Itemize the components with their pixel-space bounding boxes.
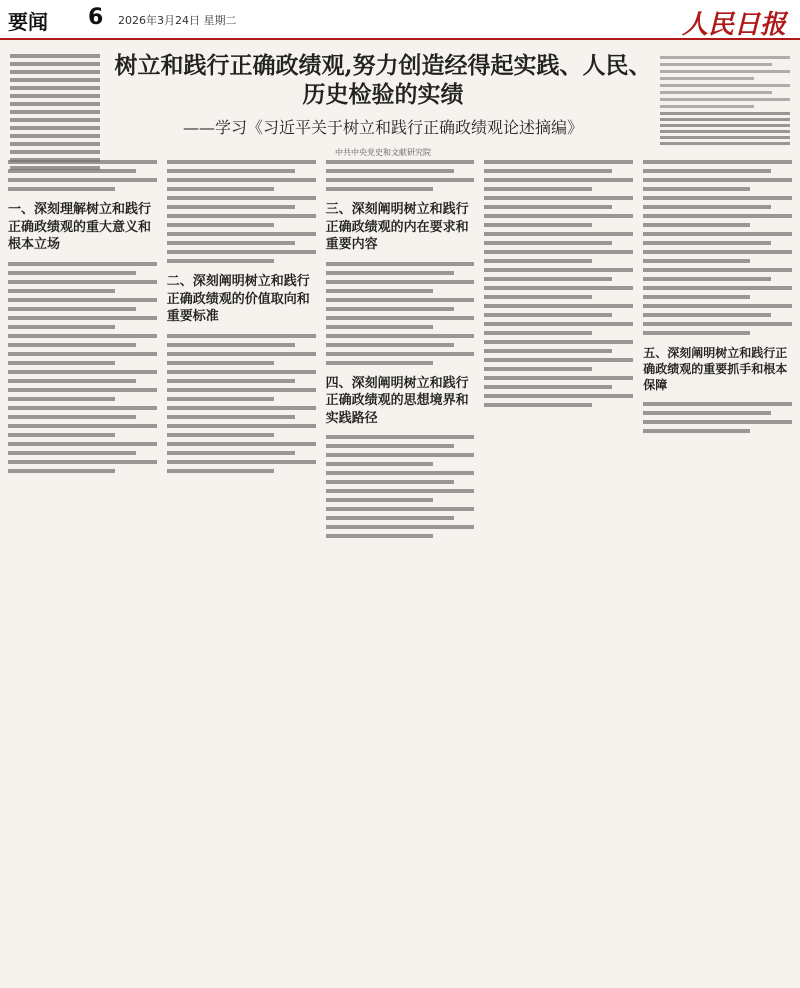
text-line	[167, 169, 295, 173]
text-line	[8, 460, 157, 464]
text-line	[8, 325, 115, 329]
text-line	[167, 361, 274, 365]
text-line	[484, 349, 612, 353]
text-line	[643, 259, 750, 263]
text-line	[326, 280, 475, 284]
text-line	[643, 250, 792, 254]
text-line	[643, 214, 792, 218]
text-line	[643, 429, 750, 433]
text-line	[167, 187, 274, 191]
text-line	[8, 388, 157, 392]
text-line	[326, 453, 475, 457]
text-line	[167, 352, 316, 356]
text-line	[8, 316, 157, 320]
text-line	[484, 259, 591, 263]
column-2	[167, 155, 316, 980]
text-line	[167, 232, 316, 236]
text-line	[167, 334, 316, 338]
text-line	[167, 223, 274, 227]
text-line	[326, 298, 475, 302]
text-line	[167, 451, 295, 455]
text-line	[643, 241, 771, 245]
text-line	[167, 214, 316, 218]
text-line	[643, 205, 771, 209]
text-line	[167, 388, 316, 392]
section-heading: 二、深刻阐明树立和践行正确政绩观的价值取向和重要标准	[166, 274, 310, 325]
subheadline: ——学习《习近平关于树立和践行正确政绩观论述摘编》	[182, 117, 583, 137]
text-line	[484, 394, 633, 398]
text-line	[326, 498, 433, 502]
text-line	[643, 160, 792, 164]
masthead	[0, 0, 800, 40]
text-line	[326, 435, 475, 439]
main-headline: 树立和践行正确政绩观,努力创造经得起实践、人民、历史检验的实绩	[114, 52, 652, 108]
text-line	[326, 316, 475, 320]
text-line	[167, 205, 295, 209]
text-line	[484, 160, 633, 164]
text-line	[660, 84, 790, 87]
text-line	[643, 277, 771, 281]
text-line	[484, 376, 633, 380]
text-line	[326, 534, 433, 538]
text-line	[484, 241, 612, 245]
text-line	[484, 223, 591, 227]
text-line	[167, 442, 316, 446]
text-line	[484, 178, 633, 182]
section-heading: 五、深刻阐明树立和践行正确政绩观的重要抓手和根本保障	[643, 346, 788, 393]
lead-text-line	[10, 102, 100, 106]
text-line	[484, 304, 633, 308]
text-line	[643, 420, 792, 424]
text-line	[8, 271, 136, 275]
text-line	[484, 169, 612, 173]
text-line	[484, 268, 633, 272]
page-number: 6	[88, 5, 104, 30]
text-line	[326, 187, 433, 191]
text-line	[8, 187, 115, 191]
text-line	[326, 352, 475, 356]
text-line	[8, 451, 136, 455]
text-line	[484, 232, 633, 236]
text-line	[484, 277, 612, 281]
text-line	[484, 250, 633, 254]
text-line	[326, 325, 433, 329]
text-line	[326, 343, 454, 347]
text-line	[643, 169, 771, 173]
text-line	[8, 415, 136, 419]
lead-text-line	[10, 78, 100, 82]
lead-text-line	[10, 110, 100, 114]
lead-text-line	[10, 86, 100, 90]
text-line	[326, 444, 454, 448]
text-line	[167, 424, 316, 428]
text-line	[8, 262, 157, 266]
section-heading: 四、深刻阐明树立和践行正确政绩观的思想境界和实践路径	[325, 375, 469, 426]
text-line	[167, 178, 316, 182]
text-line	[8, 442, 157, 446]
text-line	[326, 334, 475, 338]
text-line	[8, 379, 136, 383]
text-line	[660, 56, 790, 59]
text-line	[643, 411, 771, 415]
text-line	[643, 331, 750, 335]
text-line	[643, 286, 792, 290]
text-line	[643, 313, 771, 317]
text-line	[643, 187, 750, 191]
text-line	[8, 406, 157, 410]
text-line	[167, 406, 316, 410]
text-line	[326, 471, 475, 475]
text-line	[326, 361, 433, 365]
newspaper-logo: 人民日报	[681, 10, 786, 40]
text-line	[8, 397, 115, 401]
text-line	[660, 98, 790, 101]
text-line	[484, 295, 591, 299]
text-line	[643, 232, 792, 236]
headline-area	[108, 52, 658, 158]
text-line	[484, 214, 633, 218]
text-line	[8, 178, 157, 182]
text-line	[326, 462, 433, 466]
text-line	[484, 205, 612, 209]
text-line	[8, 352, 157, 356]
text-line	[8, 334, 157, 338]
text-line	[167, 241, 295, 245]
text-line	[167, 160, 316, 164]
text-line	[326, 480, 454, 484]
text-line	[484, 331, 591, 335]
text-line	[484, 367, 591, 371]
text-line	[484, 196, 633, 200]
text-line	[167, 259, 274, 263]
text-line	[8, 469, 115, 473]
text-line	[8, 160, 157, 164]
text-line	[167, 250, 316, 254]
body-columns	[8, 155, 792, 980]
lead-text-line	[10, 142, 100, 146]
text-line	[643, 178, 792, 182]
section-label: 要闻	[8, 10, 48, 34]
section-heading: 一、深刻理解树立和践行正确政绩观的重大意义和根本立场	[8, 202, 152, 253]
text-line	[326, 271, 454, 275]
text-line	[167, 460, 316, 464]
text-line	[326, 169, 454, 173]
text-line	[484, 286, 633, 290]
text-line	[326, 507, 475, 511]
text-line	[326, 525, 475, 529]
text-line	[643, 223, 750, 227]
text-line	[484, 187, 591, 191]
text-block	[660, 112, 790, 146]
text-line	[660, 105, 754, 108]
lead-text-line	[10, 62, 100, 66]
text-line	[326, 178, 475, 182]
text-line	[8, 307, 136, 311]
text-line	[167, 343, 295, 347]
text-line	[643, 196, 792, 200]
text-line	[167, 433, 274, 437]
text-line	[167, 469, 274, 473]
text-line	[484, 358, 633, 362]
text-line	[8, 361, 115, 365]
text-line	[167, 415, 295, 419]
text-line	[484, 322, 633, 326]
column-1	[8, 155, 157, 980]
text-line	[8, 289, 115, 293]
text-line	[326, 307, 454, 311]
text-line	[643, 322, 792, 326]
text-line	[8, 343, 136, 347]
text-line	[167, 379, 295, 383]
text-line	[484, 403, 591, 407]
text-line	[484, 313, 612, 317]
text-line	[167, 370, 316, 374]
byline: 中共中央党史和文献研究院	[335, 147, 431, 157]
text-line	[167, 196, 316, 200]
text-line	[8, 298, 157, 302]
lead-text-line	[10, 118, 100, 122]
text-line	[326, 516, 454, 520]
text-line	[8, 433, 115, 437]
text-line	[643, 295, 750, 299]
text-line	[8, 169, 136, 173]
text-line	[326, 262, 475, 266]
lead-text-line	[10, 126, 100, 130]
text-line	[643, 268, 792, 272]
text-line	[660, 77, 754, 80]
lead-text-line	[10, 54, 100, 58]
section-heading: 三、深刻阐明树立和践行正确政绩观的内在要求和重要内容	[325, 202, 469, 253]
text-line	[8, 370, 157, 374]
text-line	[484, 385, 612, 389]
text-line	[167, 397, 274, 401]
lead-text-line	[10, 94, 100, 98]
text-line	[8, 424, 157, 428]
text-line	[643, 304, 792, 308]
text-line	[660, 63, 772, 66]
text-line	[8, 280, 157, 284]
lead-text-line	[10, 150, 100, 154]
column-5	[643, 155, 792, 980]
publication-date: 2026年3月24日 星期二	[118, 14, 237, 27]
text-line	[484, 340, 633, 344]
text-line	[326, 160, 475, 164]
right-top-column	[660, 52, 790, 146]
text-line	[326, 489, 475, 493]
lead-text-line	[10, 134, 100, 138]
text-line	[660, 70, 790, 73]
text-line	[643, 402, 792, 406]
column-3	[326, 155, 475, 980]
lead-text-line	[10, 70, 100, 74]
column-4	[484, 155, 633, 980]
text-line	[660, 91, 772, 94]
text-line	[326, 289, 433, 293]
